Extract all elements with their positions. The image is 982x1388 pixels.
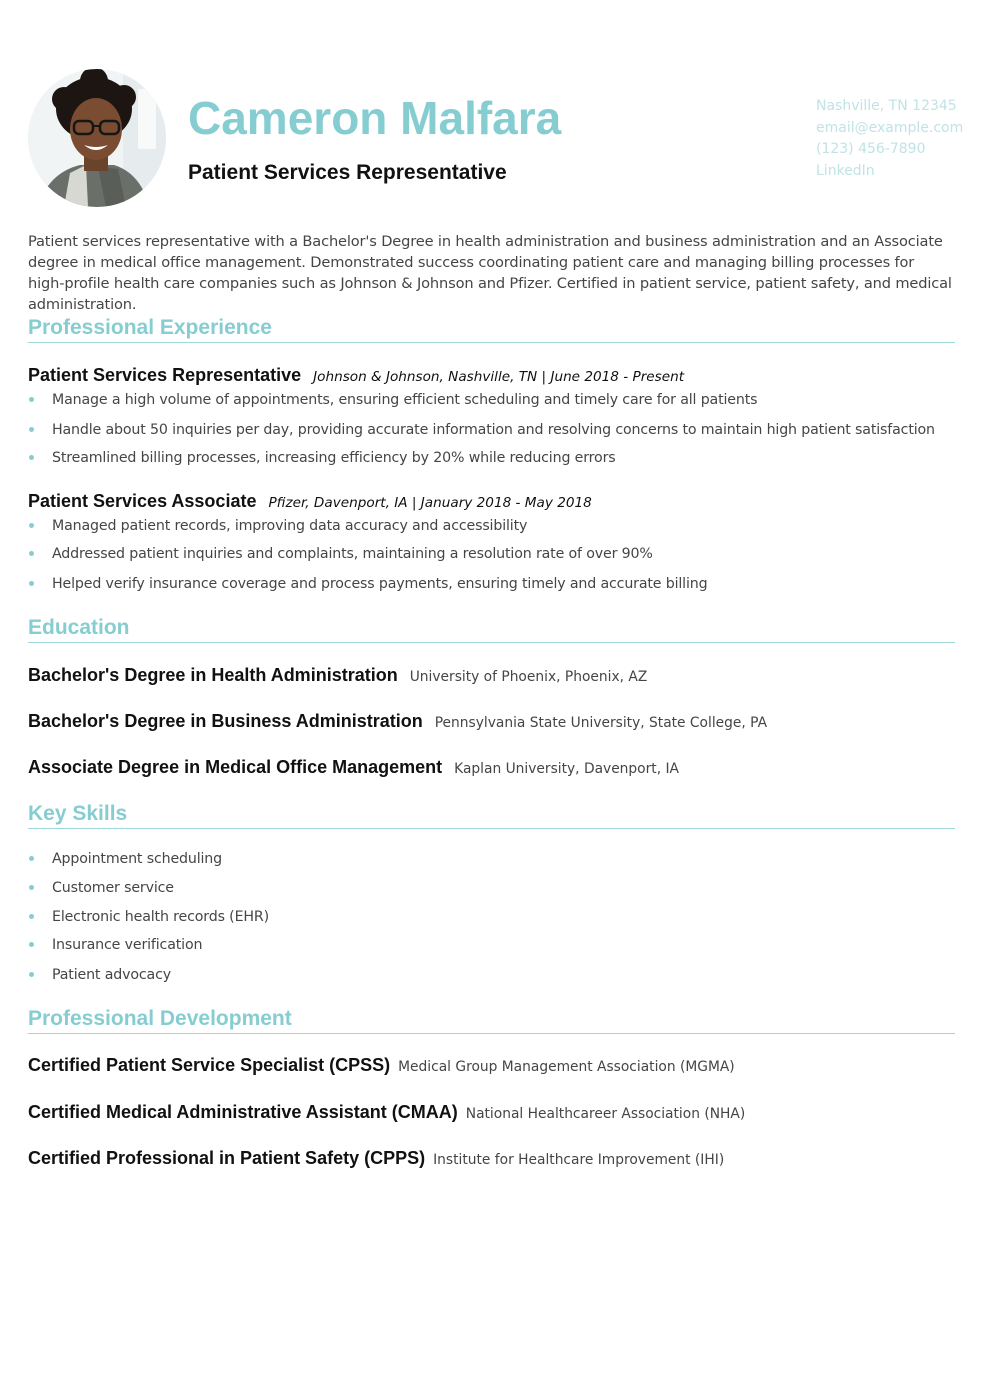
skill-item (28, 907, 269, 927)
education-entry (28, 663, 647, 689)
education-entry (28, 709, 767, 735)
job-meta: Pfizer, Davenport, IA | January 2018 - May 2018 (268, 495, 592, 511)
job-bullet (28, 544, 653, 564)
job-header (28, 489, 592, 515)
contact-email[interactable]: email@example.com (816, 119, 964, 136)
school-name: University of Phoenix, Phoenix, AZ (409, 669, 648, 685)
bullet-dot-icon (29, 942, 34, 947)
section-divider (28, 342, 955, 343)
job-bullet (28, 420, 935, 440)
section-heading-education: Education (28, 616, 130, 639)
certification-title: Certified Patient Service Specialist (CPSS) (28, 1055, 391, 1075)
skill-text: Patient advocacy (52, 967, 171, 983)
skill-item (28, 965, 171, 985)
job-title: Patient Services Associate (28, 491, 257, 511)
job-bullet-text: Manage a high volume of appointments, ensuring efficient scheduling and timely care for all patients (52, 392, 758, 408)
profile-photo (28, 69, 166, 207)
certification-org: Institute for Healthcare Improvement (IHI) (433, 1152, 725, 1168)
bullet-dot-icon (29, 397, 34, 402)
job-title: Patient Services Representative (28, 365, 302, 385)
contact-location: Nashville, TN 12345 (816, 98, 957, 114)
bullet-dot-icon (29, 455, 34, 460)
bullet-dot-icon (29, 551, 34, 556)
bullet-dot-icon (29, 885, 34, 890)
certification-org: Medical Group Management Association (MGMA) (398, 1059, 735, 1075)
job-bullet-text: Streamlined billing processes, increasing efficiency by 20% while reducing errors (52, 450, 616, 466)
job-bullet (28, 516, 527, 536)
job-bullet-text: Addressed patient inquiries and complaints, maintaining a resolution rate of over 90% (52, 546, 653, 562)
skill-text: Insurance verification (52, 937, 203, 953)
certification-org: National Healthcareer Association (NHA) (465, 1106, 746, 1122)
job-bullet (28, 448, 616, 468)
summary-paragraph: Patient services representative with a Bachelor's Degree in health administration and business administration and an Associate degree in medical office management. Demonstrated success coordinating patient care and managing billing processes for high-profile health care companies such as Johnson & Johnson and Pfizer. Certified in patient service, patient safety, and medical administration. (28, 233, 952, 313)
job-bullet (28, 390, 757, 410)
avatar-portrait (28, 69, 166, 207)
degree-title: Bachelor's Degree in Business Administration (28, 711, 423, 731)
contact-block (816, 96, 963, 182)
skill-text: Appointment scheduling (52, 851, 222, 867)
skill-item (28, 878, 174, 898)
certification-title: Certified Professional in Patient Safety (CPPS) (28, 1148, 426, 1168)
contact-phone[interactable]: (123) 456-7890 (816, 141, 926, 157)
degree-title: Associate Degree in Medical Office Management (28, 757, 443, 777)
certification-title: Certified Medical Administrative Assistant (CMAA) (28, 1102, 458, 1122)
candidate-title: Patient Services Representative (188, 161, 507, 184)
skill-item (28, 849, 222, 869)
skill-text: Customer service (52, 880, 174, 896)
school-name: Kaplan University, Davenport, IA (454, 761, 679, 777)
certification-entry (28, 1100, 745, 1126)
job-bullet-text: Handle about 50 inquiries per day, providing accurate information and resolving concerns to maintain high patient satisfaction (52, 422, 935, 438)
school-name: Pennsylvania State University, State College, PA (434, 715, 768, 731)
job-bullet-text: Helped verify insurance coverage and process payments, ensuring timely and accurate billing (52, 576, 708, 592)
section-divider (28, 1033, 955, 1034)
bullet-dot-icon (29, 914, 34, 919)
skill-item (28, 935, 202, 955)
job-header (28, 363, 684, 389)
contact-linkedin[interactable]: LinkedIn (816, 162, 875, 179)
bullet-dot-icon (29, 972, 34, 977)
candidate-name: Cameron Malfara (188, 92, 562, 144)
bullet-dot-icon (29, 427, 34, 432)
certification-entry (28, 1146, 724, 1172)
section-heading-experience: Professional Experience (28, 316, 272, 339)
section-divider (28, 828, 955, 829)
job-bullet (28, 574, 707, 594)
bullet-dot-icon (29, 523, 34, 528)
job-bullet-text: Managed patient records, improving data accuracy and accessibility (52, 518, 528, 534)
section-heading-skills: Key Skills (28, 802, 128, 825)
degree-title: Bachelor's Degree in Health Administration (28, 665, 398, 685)
bullet-dot-icon (29, 581, 34, 586)
section-divider (28, 642, 955, 643)
certification-entry (28, 1053, 735, 1079)
section-heading-development: Professional Development (28, 1007, 292, 1030)
skill-text: Electronic health records (EHR) (52, 909, 269, 925)
job-meta: Johnson & Johnson, Nashville, TN | June 2018 - Present (313, 369, 685, 385)
bullet-dot-icon (29, 856, 34, 861)
education-entry (28, 755, 679, 781)
